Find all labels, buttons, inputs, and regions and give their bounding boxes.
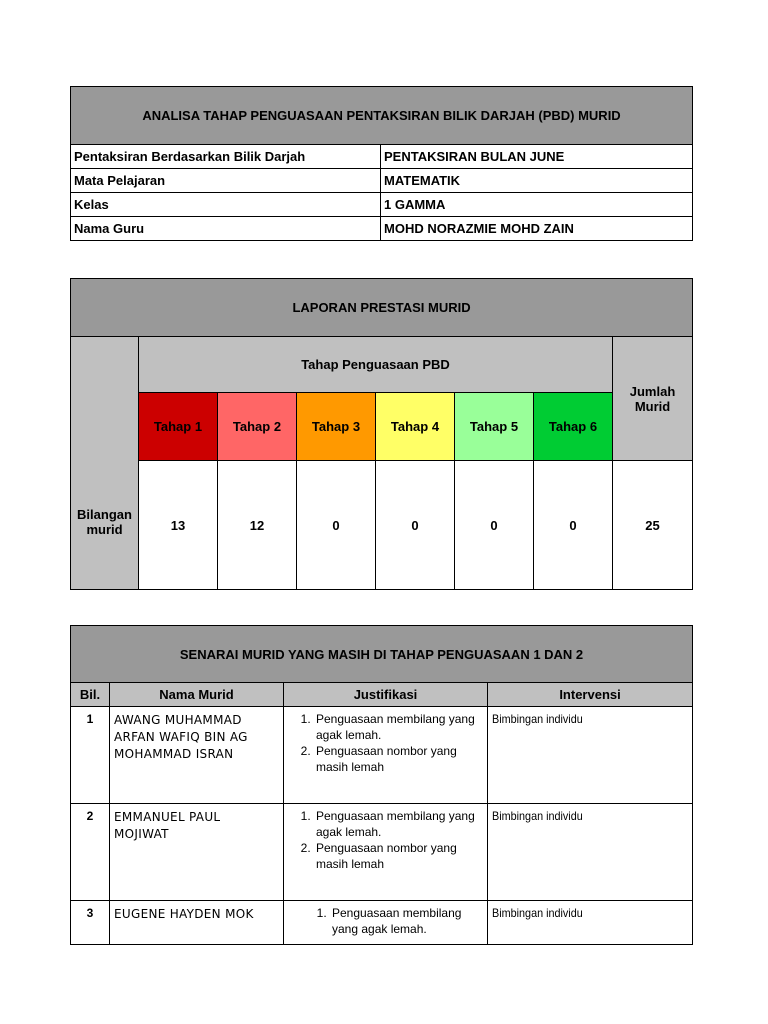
info-label: Mata Pelajaran: [71, 169, 381, 193]
tahap-1-count: 13: [139, 461, 218, 590]
row-nama: EMMANUEL PAUL MOJIWAT: [110, 804, 284, 901]
info-row: [71, 169, 693, 193]
tahap-5-header: Tahap 5: [455, 393, 534, 461]
analisa-table: [70, 86, 693, 241]
justifikasi-item: 1. Penguasaan membilang yang agak lemah.: [330, 905, 483, 937]
row-bil: 1: [71, 707, 110, 804]
senarai-title: SENARAI MURID YANG MASIH DI TAHAP PENGUASAAN 1 DAN 2: [71, 626, 693, 683]
info-value: MATEMATIK: [381, 169, 693, 193]
table-row: [71, 901, 693, 945]
tahap-5-count: 0: [455, 461, 534, 590]
row-bil: 3: [71, 901, 110, 945]
justifikasi-item: 2. Penguasaan nombor yang masih lemah: [314, 840, 483, 872]
justifikasi-item: 1. Penguasaan membilang yang agak lemah.: [314, 808, 483, 840]
info-value: 1 GAMMA: [381, 193, 693, 217]
row-justifikasi: [284, 901, 488, 945]
row-nama: EUGENE HAYDEN MOK: [110, 901, 284, 945]
info-row: [71, 217, 693, 241]
col-intervensi-header: Intervensi: [488, 683, 693, 707]
laporan-title: LAPORAN PRESTASI MURID: [71, 279, 693, 337]
info-label: Nama Guru: [71, 217, 381, 241]
tahap-header: Tahap Penguasaan PBD: [139, 337, 613, 393]
tahap-3-header: Tahap 3: [297, 393, 376, 461]
tahap-1-header: Tahap 1: [139, 393, 218, 461]
analisa-title: ANALISA TAHAP PENGUASAAN PENTAKSIRAN BILIK DARJAH (PBD) MURID: [71, 87, 693, 145]
justifikasi-item: 1. Penguasaan membilang yang agak lemah.: [314, 711, 483, 743]
jumlah-murid-header: Jumlah Murid: [613, 337, 693, 461]
tahap-6-header: Tahap 6: [534, 393, 613, 461]
table-row: [71, 804, 693, 901]
col-justifikasi-header: Justifikasi: [284, 683, 488, 707]
senarai-table: [70, 625, 693, 945]
table-row: [71, 707, 693, 804]
row-justifikasi: [284, 804, 488, 901]
info-label: Pentaksiran Berdasarkan Bilik Darjah: [71, 145, 381, 169]
tahap-2-header: Tahap 2: [218, 393, 297, 461]
tahap-6-count: 0: [534, 461, 613, 590]
tahap-3-count: 0: [297, 461, 376, 590]
info-value: PENTAKSIRAN BULAN JUNE: [381, 145, 693, 169]
row-intervensi: Bimbingan individu: [488, 901, 673, 945]
tahap-4-count: 0: [376, 461, 455, 590]
justifikasi-item: 2. Penguasaan nombor yang masih lemah: [314, 743, 483, 775]
col-nama-header: Nama Murid: [110, 683, 284, 707]
tahap-4-header: Tahap 4: [376, 393, 455, 461]
bilangan-murid-label: Bilangan murid: [71, 337, 139, 590]
col-bil-header: Bil.: [71, 683, 110, 707]
info-row: [71, 193, 693, 217]
info-value: MOHD NORAZMIE MOHD ZAIN: [381, 217, 693, 241]
row-nama: AWANG MUHAMMAD ARFAN WAFIQ BIN AG MOHAMMAD ISRAN: [110, 707, 284, 804]
info-row: [71, 145, 693, 169]
row-intervensi: Bimbingan individu: [488, 804, 673, 901]
row-justifikasi: [284, 707, 488, 804]
info-label: Kelas: [71, 193, 381, 217]
laporan-table: [70, 278, 693, 590]
row-intervensi: Bimbingan individu: [488, 707, 673, 804]
row-bil: 2: [71, 804, 110, 901]
jumlah-murid-count: 25: [613, 461, 693, 590]
tahap-2-count: 12: [218, 461, 297, 590]
